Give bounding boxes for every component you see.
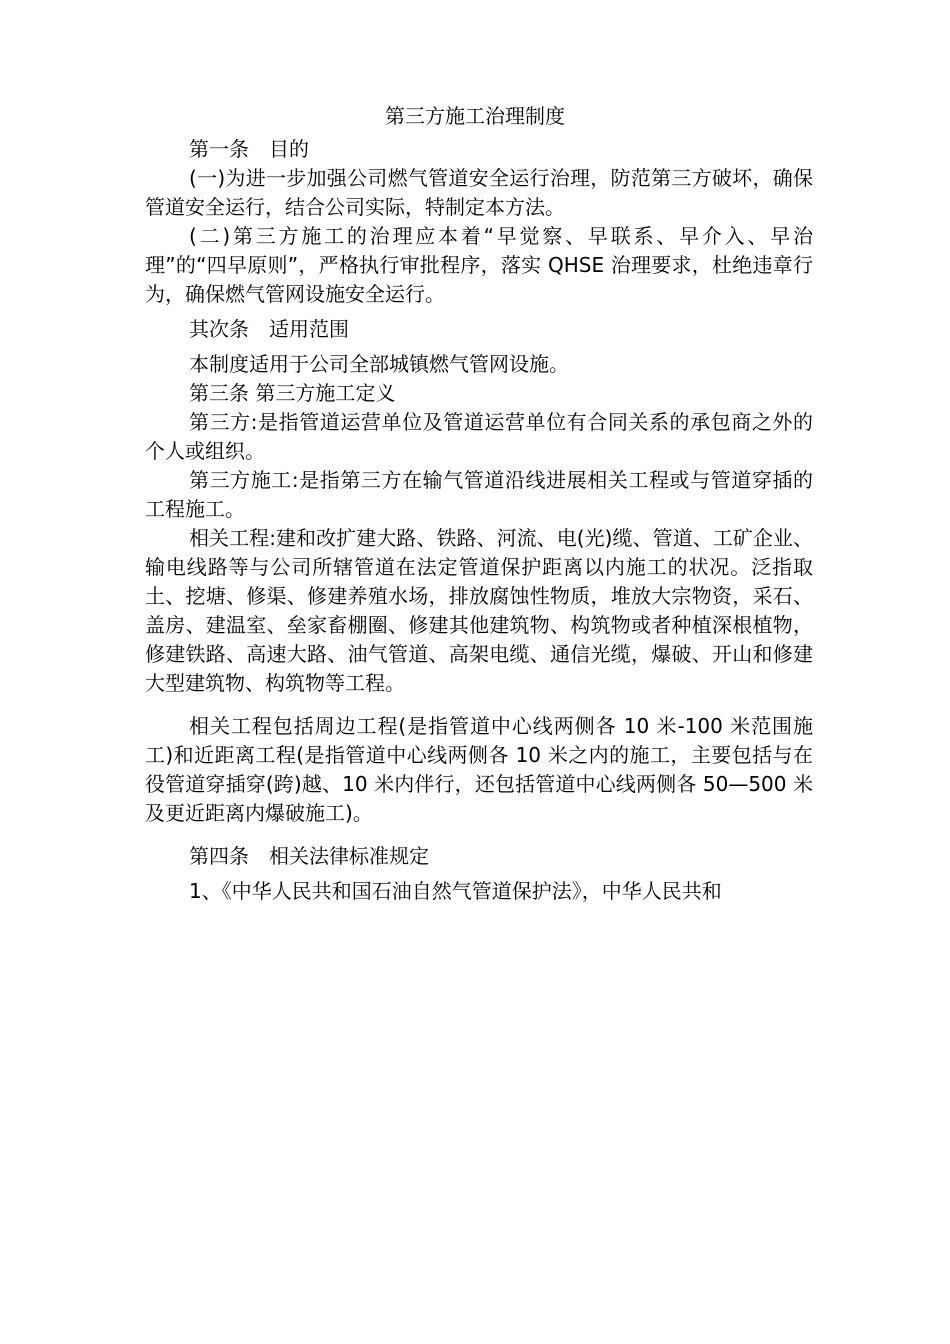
article-1-heading: 第一条 目的 <box>189 137 309 161</box>
article-3-paragraph-2: 第三方施工:是指第三方在输气管道沿线进展相关工程或与管道穿插的工程施工。 <box>145 468 813 521</box>
document-body <box>145 101 813 906</box>
article-1-paragraph-1: (一)为进一步加强公司燃气管道安全运行治理，防范第三方破坏，确保管道安全运行，结合公司实际，特制定本方法。 <box>145 166 813 219</box>
article-3-paragraph-4: 相关工程包括周边工程(是指管道中心线两侧各 10 米-100 米范围施工)和近距离工程(是指管道中心线两侧各 10 米之内的施工，主要包括与在役管道穿插穿(跨)越、10 米内伴行，还包括管道中心线两侧各 50—500 米及更近距离内爆破施工)。 <box>145 714 813 825</box>
article-3-paragraph-1: 第三方:是指管道运营单位及管道运营单位有合同关系的承包商之外的个人或组织。 <box>145 410 813 463</box>
article-3-paragraph-3: 相关工程:建和改扩建大路、铁路、河流、电(光)缆、管道、工矿企业、输电线路等与公司所辖管道在法定管道保护距离以内施工的状况。泛指取土、挖塘、修渠、修建养殖水场，排放腐蚀性物质，堆放大宗物资，采石、盖房、建温室、垒家畜棚圈、修建其他建筑物、构筑物或者种植深根植物，修建铁路、高速大路、油气管道、高架电缆、通信光缆，爆破、开山和修建大型建筑物、构筑物等工程。 <box>145 526 813 695</box>
article-3-heading: 第三条 第三方施工定义 <box>189 381 396 405</box>
article-4-heading: 第四条 相关法律标准规定 <box>189 844 429 868</box>
document-title: 第三方施工治理制度 <box>385 104 565 128</box>
article-1-paragraph-2: (二)第三方施工的治理应本着“早觉察、早联系、早介入、早治理”的“四早原则”，严格执行审批程序，落实 QHSE 治理要求，杜绝违章行为，确保燃气管网设施安全运行。 <box>145 224 813 306</box>
article-2-heading: 其次条 适用范围 <box>189 317 349 341</box>
article-4-paragraph-1: 1、《中华人民共和国石油自然气管道保护法》，中华人民共和 <box>189 879 722 903</box>
article-2-paragraph-1: 本制度适用于公司全部城镇燃气管网设施。 <box>189 352 569 376</box>
